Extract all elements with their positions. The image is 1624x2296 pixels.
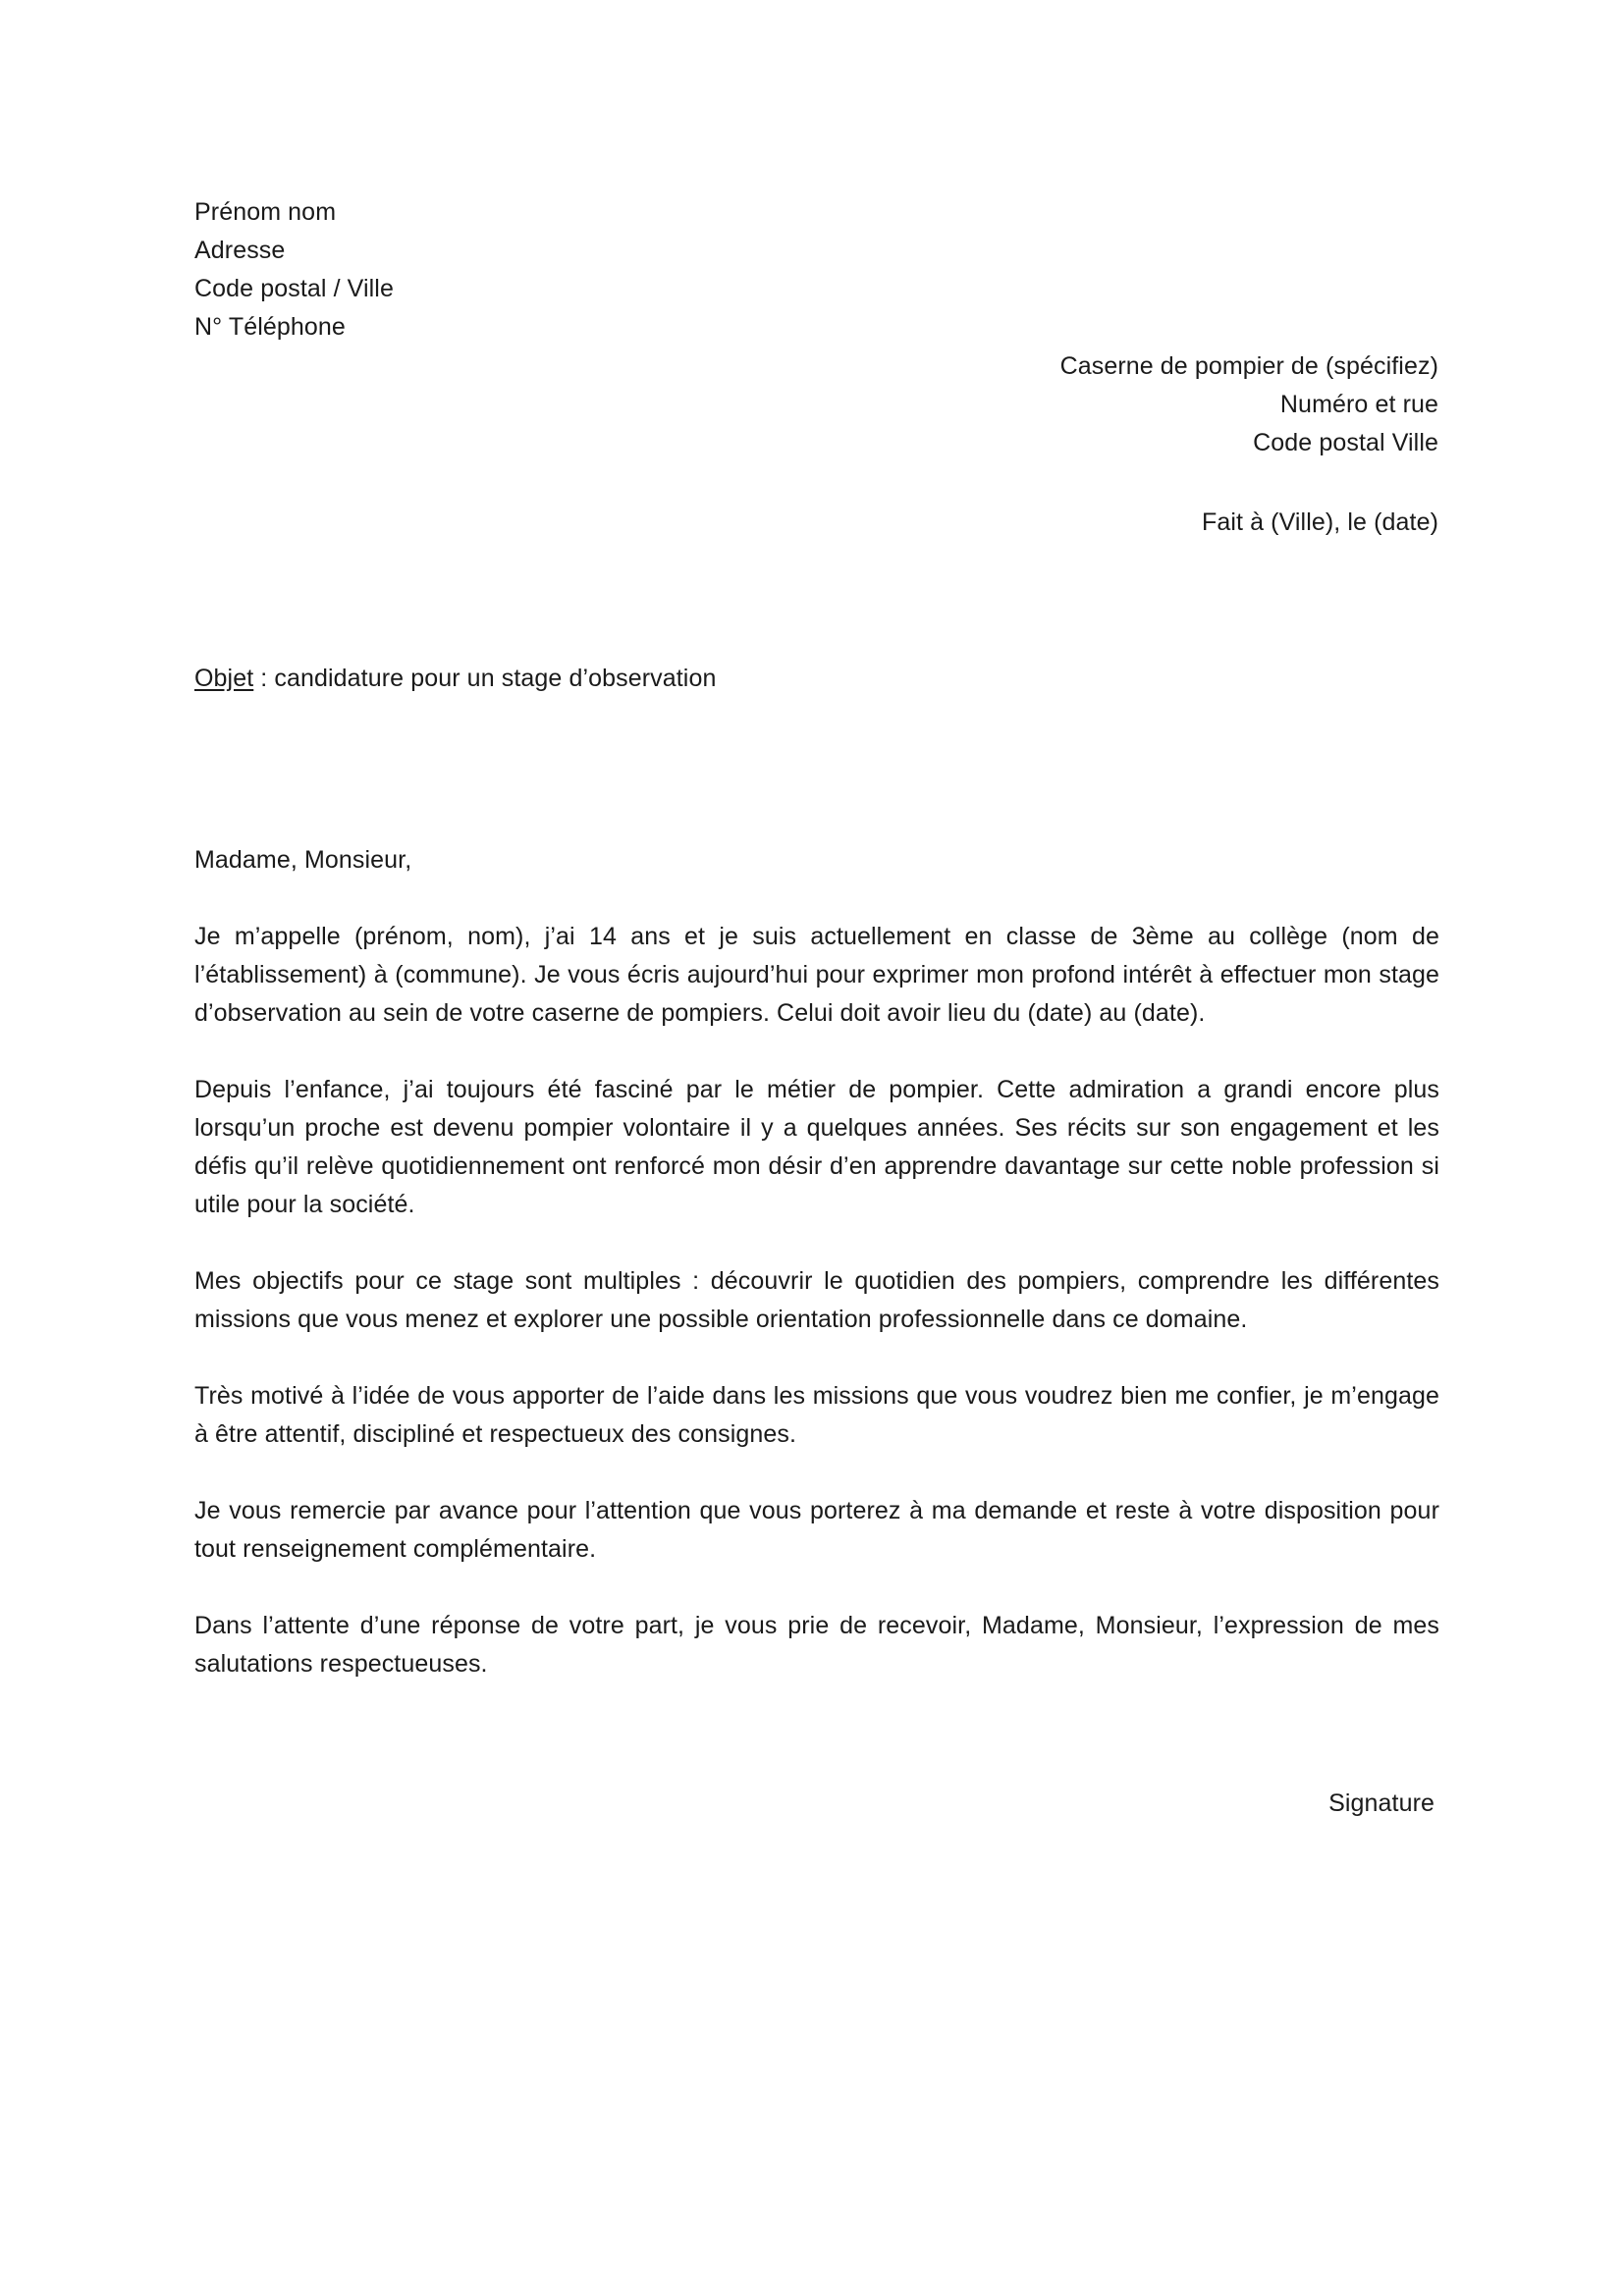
signature: Signature: [1328, 1789, 1435, 1817]
subject-text: candidature pour un stage d’observation: [274, 665, 717, 692]
subject-line: [194, 660, 1439, 698]
body-paragraph: Depuis l’enfance, j’ai toujours été fasciné par le métier de pompier. Cette admiration a grandi encore plus lorsqu’un proche est devenu pompier volontaire il y a quelques années. Ses récits sur son engagement et les défis qu’il relève quotidiennement ont renforcé mon désir d’en apprendre davantage sur cette noble profession si utile pour la société.: [194, 1076, 1439, 1218]
body-paragraph: Très motivé à l’idée de vous apporter de l’aide dans les missions que vous voudrez bien me confier, je m’engage à être attentif, discipliné et respectueux des consignes.: [194, 1382, 1439, 1448]
sender-name: Prénom nom: [194, 198, 337, 226]
recipient-city: Code postal Ville: [1253, 429, 1438, 456]
body-paragraph: Mes objectifs pour ce stage sont multiples : découvrir le quotidien des pompiers, comprendre les différentes missions que vous menez et explorer une possible orientation professionnelle dans ce domaine.: [194, 1267, 1439, 1333]
sender-city: Code postal / Ville: [194, 275, 394, 302]
body-paragraph: Je m’appelle (prénom, nom), j’ai 14 ans et je suis actuellement en classe de 3ème au collège (nom de l’établissement) à (commune). Je vous écris aujourd’hui pour exprimer mon profond intérêt à effectuer mon stage d’observation au sein de votre caserne de pompiers. Celui doit avoir lieu du (date) au (date).: [194, 923, 1439, 1027]
sender-block: [194, 193, 882, 347]
recipient-block: [751, 347, 1438, 462]
body-paragraph: Je vous remercie par avance pour l’attention que vous porterez à ma demande et reste à votre disposition pour tout renseignement complémentaire.: [194, 1497, 1439, 1563]
sender-address: Adresse: [194, 237, 286, 264]
date-line: Fait à (Ville), le (date): [1201, 508, 1438, 536]
recipient-name: Caserne de pompier de (spécifiez): [1059, 352, 1438, 380]
subject-separator: :: [253, 665, 275, 692]
letter-body: [194, 918, 1439, 1722]
body-paragraph: Dans l’attente d’une réponse de votre part, je vous prie de recevoir, Madame, Monsieur, l’expression de mes salutations respectueuses.: [194, 1612, 1439, 1678]
sender-phone: N° Téléphone: [194, 313, 346, 341]
greeting: Madame, Monsieur,: [194, 846, 412, 874]
subject-label: Objet: [194, 665, 254, 692]
recipient-street: Numéro et rue: [1279, 391, 1438, 418]
